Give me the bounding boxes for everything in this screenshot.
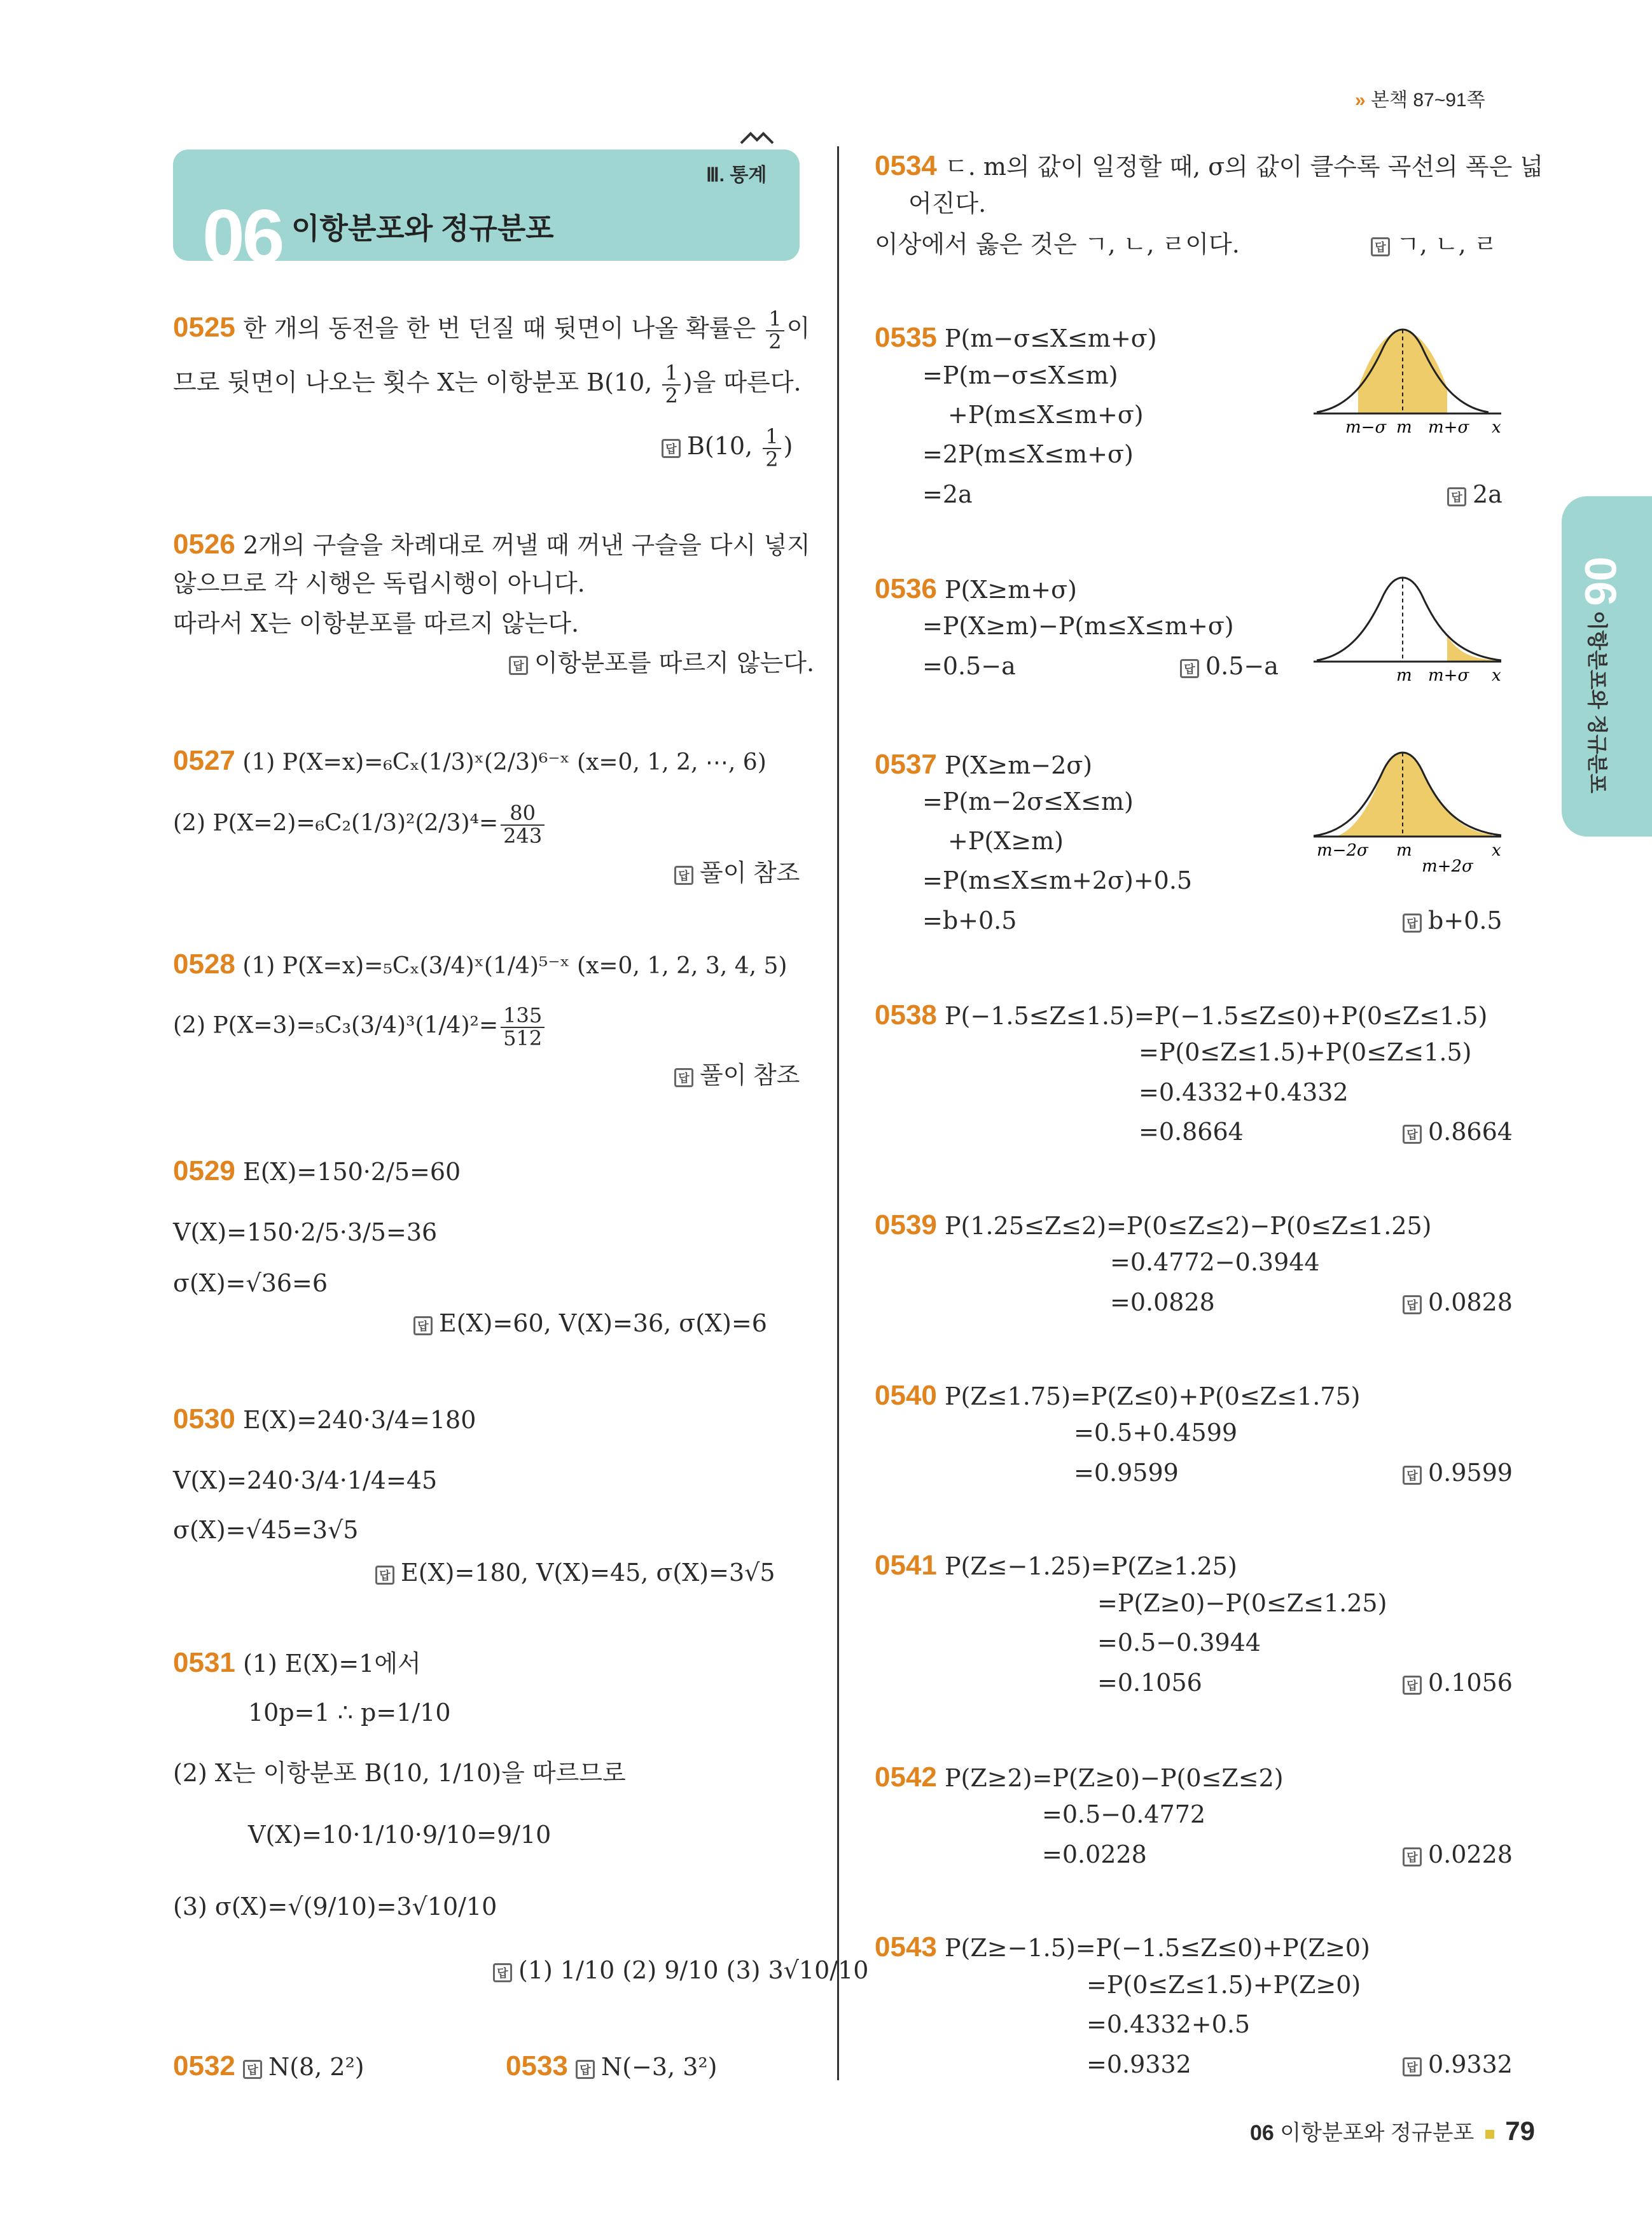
problem-0541-line0: 0541 P(Z≤−1.25)=P(Z≥1.25): [875, 1550, 1237, 1581]
answer-0525: 답 B(10, $\frac{1}{2}$ ): [662, 426, 793, 470]
problem-0526-line1: 0526 2개의 구슬을 차례대로 꺼낼 때 꺼낸 구슬을 다시 넣지: [173, 529, 810, 560]
problem-0537-line3: =P(m≤X≤m+2σ)+0.5: [922, 866, 1193, 894]
problem-0531-line5: (3) σ(X)=√(9/10)=3√10/10: [173, 1893, 497, 1921]
problem-0526-line2: 않으므로 각 시행은 독립시행이 아니다.: [173, 569, 585, 597]
problem-0530-line2: V(X)=240·3/4·1/4=45: [173, 1466, 438, 1494]
svg-text:m: m: [1396, 666, 1412, 685]
answer-0536: 답 0.5−a: [1180, 652, 1279, 681]
problem-0530-line1: 0530 E(X)=240·3/4=180: [173, 1403, 476, 1435]
problem-0527-line2: (2) P(X=2)=₆C₂(1/3)²(2/3)⁴= $\frac{80}{243}$: [173, 803, 547, 847]
problem-0536-line2: =0.5−a: [922, 652, 1016, 680]
chevron-up-icon: [738, 127, 776, 146]
column-divider: [837, 146, 839, 2080]
answer-icon: 답: [1371, 237, 1390, 256]
page-range-header: » 본책 87~91쪽: [1355, 90, 1485, 111]
problem-0528-line1: 0528 (1) P(X=x)=₅Cₓ(3/4)ˣ(1/4)⁵⁻ˣ (x=0, 1, 2, 3, 4, 5): [173, 949, 788, 980]
answer-icon: 답: [1403, 914, 1422, 933]
answer-0529: 답 E(X)=60, V(X)=36, σ(X)=6: [413, 1309, 767, 1338]
normal-curve-0535: [1310, 318, 1508, 439]
answer-icon: 답: [674, 1068, 693, 1087]
answer-0538: 답 0.8664: [1403, 1118, 1513, 1147]
svg-text:m+2σ: m+2σ: [1422, 857, 1473, 876]
double-chevron-icon: »: [1355, 90, 1366, 111]
normal-curve-0537: [1310, 741, 1508, 878]
problem-0535-line0: 0535 P(m−σ≤X≤m+σ): [875, 322, 1157, 353]
svg-text:m: m: [1396, 418, 1412, 437]
answer-icon: 답: [1403, 1847, 1422, 1866]
svg-text:m: m: [1396, 841, 1412, 860]
problem-0542-line2: =0.0228: [1042, 1840, 1147, 1868]
problem-0541-line3: =0.1056: [1097, 1669, 1202, 1697]
problem-0541-line2: =0.5−0.3944: [1097, 1629, 1261, 1657]
answer-0534: 답 ㄱ, ㄴ, ㄹ: [1371, 230, 1497, 260]
problem-0538-line2: =0.4332+0.4332: [1139, 1078, 1349, 1106]
problem-0528-line2: (2) P(X=3)=₅C₃(3/4)³(1/4)²= $\frac{135}{512}$: [173, 1005, 547, 1049]
answer-icon: 답: [662, 439, 681, 458]
problem-0525-line2: 므로 뒷면이 나오는 횟수 X는 이항분포 B(10, $\frac{1}{2}$ )을 따른다.: [173, 361, 802, 408]
problem-0543-line0: 0543 P(Z≥−1.5)=P(−1.5≤Z≤0)+P(Z≥0): [875, 1931, 1370, 1963]
answer-0537: 답 b+0.5: [1403, 907, 1503, 936]
problem-0532: 0532 답 N(8, 2²): [173, 2050, 364, 2082]
problem-0536-line0: 0536 P(X≥m+σ): [875, 573, 1077, 604]
answer-icon: 답: [1403, 1466, 1422, 1485]
problem-0539-line1: =0.4772−0.3944: [1110, 1248, 1320, 1276]
answer-icon: 답: [1403, 1125, 1422, 1144]
problem-0530-line3: σ(X)=√45=3√5: [173, 1516, 359, 1544]
problem-0537-line0: 0537 P(X≥m−2σ): [875, 749, 1093, 780]
answer-0542: 답 0.0228: [1403, 1840, 1513, 1870]
svg-text:m−σ: m−σ: [1345, 418, 1387, 437]
chapter-number: 06: [202, 194, 282, 279]
problem-0540-line1: =0.5+0.4599: [1074, 1419, 1238, 1447]
square-bullet-icon: [1485, 2130, 1494, 2139]
answer-0539: 답 0.0828: [1403, 1288, 1513, 1317]
side-tab-number: 06: [1576, 557, 1625, 606]
problem-0531-line1: 0531 (1) E(X)=1에서: [173, 1647, 421, 1678]
problem-0541-line1: =P(Z≥0)−P(0≤Z≤1.25): [1097, 1589, 1387, 1617]
problem-0539-line2: =0.0828: [1110, 1288, 1215, 1316]
page-footer: 06 이항분포와 정규분포 79: [1250, 2116, 1535, 2146]
answer-icon: 답: [493, 1963, 512, 1982]
answer-icon: 답: [1403, 1676, 1422, 1695]
answer-icon: 답: [576, 2060, 595, 2079]
answer-0541: 답 0.1056: [1403, 1669, 1513, 1698]
answer-0540: 답 0.9599: [1403, 1459, 1513, 1488]
normal-curve-0536: [1310, 566, 1508, 687]
problem-0531-line3: (2) X는 이항분포 B(10, 1/10)을 따르므로: [173, 1759, 626, 1787]
answer-0526: 답 이항분포를 따르지 않는다.: [509, 649, 814, 678]
answer-0530: 답 E(X)=180, V(X)=45, σ(X)=3√5: [375, 1559, 775, 1588]
problem-0543-line3: =0.9332: [1086, 2050, 1191, 2078]
problem-0529-line2: V(X)=150·2/5·3/5=36: [173, 1218, 438, 1246]
problem-0527-line1: 0527 (1) P(X=x)=₆Cₓ(1/3)ˣ(2/3)⁶⁻ˣ (x=0, 1, 2, ⋯, 6): [173, 745, 767, 776]
problem-0538-line1: =P(0≤Z≤1.5)+P(0≤Z≤1.5): [1139, 1038, 1472, 1066]
problem-0536-line1: =P(X≥m)−P(m≤X≤m+σ): [922, 612, 1234, 640]
chapter-title: 이항분포와 정규분포: [291, 212, 554, 245]
answer-icon: 답: [1180, 659, 1199, 678]
chapter-section: Ⅲ. 통계: [706, 165, 767, 186]
problem-0534-line3: 이상에서 옳은 것은 ㄱ, ㄴ, ㄹ이다.: [875, 230, 1240, 258]
page-number: 79: [1505, 2116, 1535, 2146]
problem-0535-line1: =P(m−σ≤X≤m): [922, 361, 1118, 389]
answer-0535: 답 2a: [1447, 480, 1503, 510]
problem-0540-line2: =0.9599: [1074, 1459, 1179, 1487]
answer-icon: 답: [243, 2060, 262, 2079]
problem-0538-line0: 0538 P(−1.5≤Z≤1.5)=P(−1.5≤Z≤0)+P(0≤Z≤1.5): [875, 999, 1488, 1031]
side-tab-title: 이항분포와 정규분포: [1586, 611, 1609, 794]
answer-0527: 답 풀이 참조: [674, 859, 800, 889]
problem-0529-line3: σ(X)=√36=6: [173, 1269, 328, 1297]
problem-0531-line2: 10p=1 ∴ p=1/10: [248, 1699, 451, 1727]
problem-0537-line4: =b+0.5: [922, 907, 1017, 935]
svg-text:m−2σ: m−2σ: [1317, 841, 1368, 860]
problem-0525-line1: 0525 한 개의 동전을 한 번 던질 때 뒷면이 나올 확률은 $\frac{1}{2}$ 이: [173, 307, 810, 354]
answer-icon: 답: [1403, 2057, 1422, 2076]
problem-0540-line0: 0540 P(Z≤1.75)=P(Z≤0)+P(0≤Z≤1.75): [875, 1380, 1361, 1411]
answer-icon: 답: [674, 866, 693, 885]
answer-0531: 답 (1) 1/10 (2) 9/10 (3) 3√10/10: [493, 1956, 868, 1985]
svg-text:m+σ: m+σ: [1428, 666, 1469, 685]
problem-0538-line3: =0.8664: [1139, 1118, 1244, 1146]
answer-icon: 답: [1403, 1295, 1422, 1314]
svg-text:x: x: [1492, 841, 1501, 860]
problem-0539-line0: 0539 P(1.25≤Z≤2)=P(0≤Z≤2)−P(0≤Z≤1.25): [875, 1209, 1432, 1241]
svg-text:m+σ: m+σ: [1428, 418, 1469, 437]
problem-0526-line3: 따라서 X는 이항분포를 따르지 않는다.: [173, 609, 580, 637]
problem-0534-line2: 어진다.: [908, 190, 987, 218]
problem-0529-line1: 0529 E(X)=150·2/5=60: [173, 1155, 461, 1186]
problem-0543-line2: =0.4332+0.5: [1086, 2010, 1251, 2038]
answer-0528: 답 풀이 참조: [674, 1061, 800, 1091]
problem-0534-line1: 0534 ㄷ. m의 값이 일정할 때, σ의 값이 클수록 곡선의 폭은 넓: [875, 150, 1544, 181]
problem-0537-line1: =P(m−2σ≤X≤m): [922, 788, 1134, 816]
problem-0535-line3: =2P(m≤X≤m+σ): [922, 440, 1134, 468]
problem-0531-line4: V(X)=10·1/10·9/10=9/10: [248, 1821, 552, 1849]
answer-icon: 답: [375, 1566, 394, 1585]
svg-text:x: x: [1492, 418, 1501, 437]
problem-0542-line1: =0.5−0.4772: [1042, 1800, 1206, 1828]
answer-icon: 답: [1447, 487, 1466, 506]
problem-0535-line4: =2a: [922, 480, 973, 508]
answer-0543: 답 0.9332: [1403, 2050, 1513, 2080]
answer-icon: 답: [509, 656, 528, 675]
answer-icon: 답: [413, 1316, 433, 1335]
problem-0533: 0533 답 N(−3, 3²): [506, 2050, 718, 2082]
svg-text:x: x: [1492, 666, 1501, 685]
problem-0535-line2: +P(m≤X≤m+σ): [948, 401, 1144, 429]
problem-0543-line1: =P(0≤Z≤1.5)+P(Z≥0): [1086, 1971, 1361, 1999]
problem-0537-line2: +P(X≥m): [948, 827, 1064, 855]
problem-0542-line0: 0542 P(Z≥2)=P(Z≥0)−P(0≤Z≤2): [875, 1762, 1284, 1793]
